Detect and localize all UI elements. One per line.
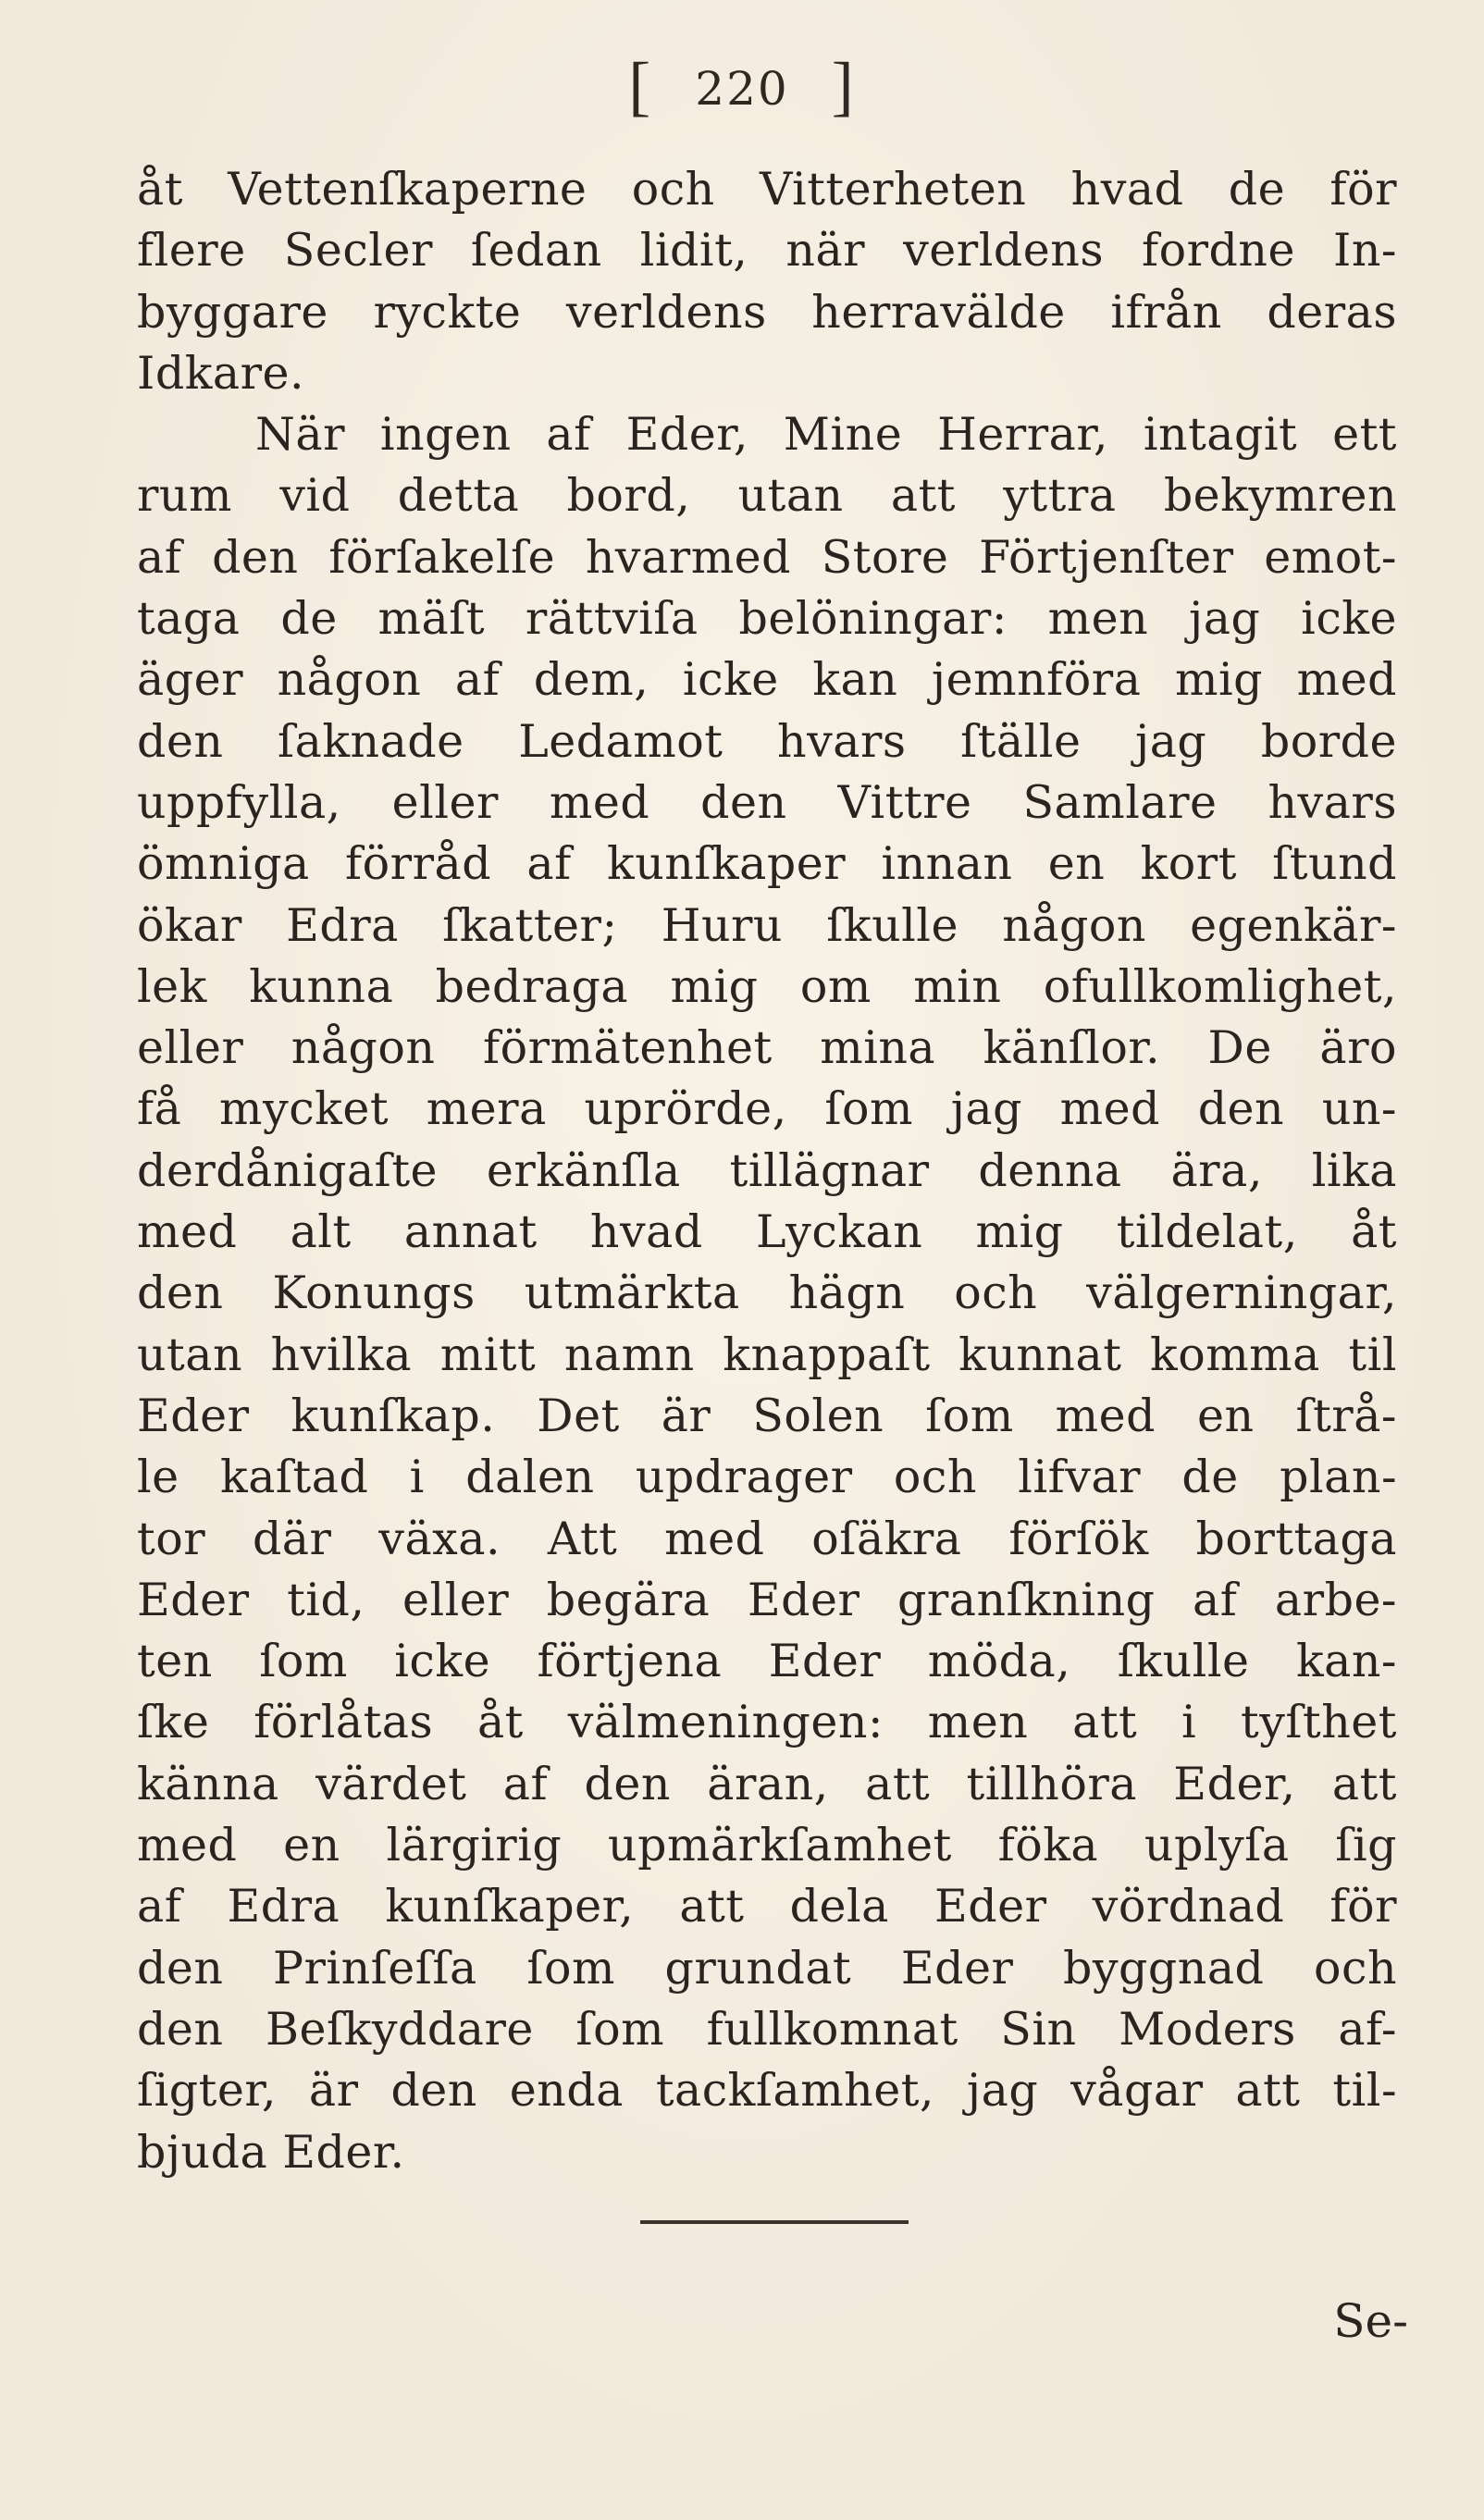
text-line: När ingen af Eder, Mine Herrar, intagit ett [255, 408, 1397, 462]
catchword: Se- [1333, 2294, 1408, 2348]
text-line: bjuda Eder. [137, 2125, 405, 2179]
text-line: Eder kunſkap. Det är Solen ſom med en ſtrå- [137, 1389, 1397, 1442]
text-line: le kaſtad i dalen updrager och lifvar de plan- [137, 1451, 1397, 1504]
text-line: eller någon förmätenhet mina känſlor. De äro [137, 1021, 1397, 1075]
text-line: tor där växa. Att med oſäkra förſök borttaga [137, 1512, 1397, 1565]
text-line: lek kunna bedraga mig om min ofullkomlighet, [137, 959, 1397, 1013]
text-line: ſke förlåtas åt välmeningen: men att i tyſthet [137, 1696, 1397, 1749]
text-line: ten ſom icke förtjena Eder möda, ſkulle kan- [137, 1635, 1397, 1688]
text-line: taga de mäſt rättviſa belöningar: men jag icke [137, 592, 1397, 646]
page-number: 220 [695, 62, 789, 116]
right-bracket: ] [831, 49, 856, 123]
text-line: äger någon af dem, icke kan jemnföra mig med [137, 653, 1397, 707]
text-line: ökar Edra ſkatter; Huru ſkulle någon egenkär- [137, 898, 1397, 952]
text-line: derdånigaſte erkänſla tillägnar denna ära, lika [137, 1143, 1397, 1197]
text-line: ſigter, är den enda tackſamhet, jag vågar att til- [137, 2064, 1397, 2118]
text-line: få mycket mera uprörde, ſom jag med den un- [137, 1082, 1397, 1136]
text-line: ömniga förråd af kunſkaper innan en kort ſtund [137, 837, 1397, 891]
text-line: uppfylla, eller med den Vittre Samlare hvars [137, 775, 1397, 829]
text-line: rum vid detta bord, utan att yttra bekymren [137, 469, 1397, 523]
text-line: med en lärgirig upmärkſamhet föka uplyſa ſig [137, 1819, 1397, 1872]
text-line: den Konungs utmärkta hägn och välgerningar, [137, 1266, 1397, 1320]
text-line: med alt annat hvad Lyckan mig tildelat, åt [137, 1205, 1397, 1259]
text-line: Eder tid, eller begära Eder granſkning af arbe- [137, 1573, 1397, 1626]
text-line: flere Secler ſedan lidit, när verldens fordne In- [137, 224, 1397, 278]
left-bracket: [ [628, 49, 653, 123]
section-divider [640, 2220, 909, 2224]
text-line: utan hvilka mitt namn knappaſt kunnat komma til [137, 1328, 1397, 1381]
text-line: åt Vettenſkaperne och Vitterheten hvad de för [137, 163, 1397, 216]
text-line: byggare ryckte verldens herravälde ifrån deras [137, 285, 1397, 339]
text-line: af Edra kunſkaper, att dela Eder vördnad för [137, 1880, 1397, 1933]
text-line: den Beſkyddare ſom fullkomnat Sin Moders af- [137, 2002, 1397, 2056]
body-text [137, 159, 1397, 2183]
text-line: af den förſakelſe hvarmed Store Förtjenſter emot- [137, 530, 1397, 584]
text-line: Idkare. [137, 346, 305, 400]
text-line: känna värdet af den äran, att tillhöra Eder, att [137, 1757, 1397, 1810]
text-line: den ſaknade Ledamot hvars ſtälle jag borde [137, 714, 1397, 768]
text-line: den Prinſeſſa ſom grundat Eder byggnad och [137, 1941, 1397, 1995]
page-header [0, 48, 1484, 125]
